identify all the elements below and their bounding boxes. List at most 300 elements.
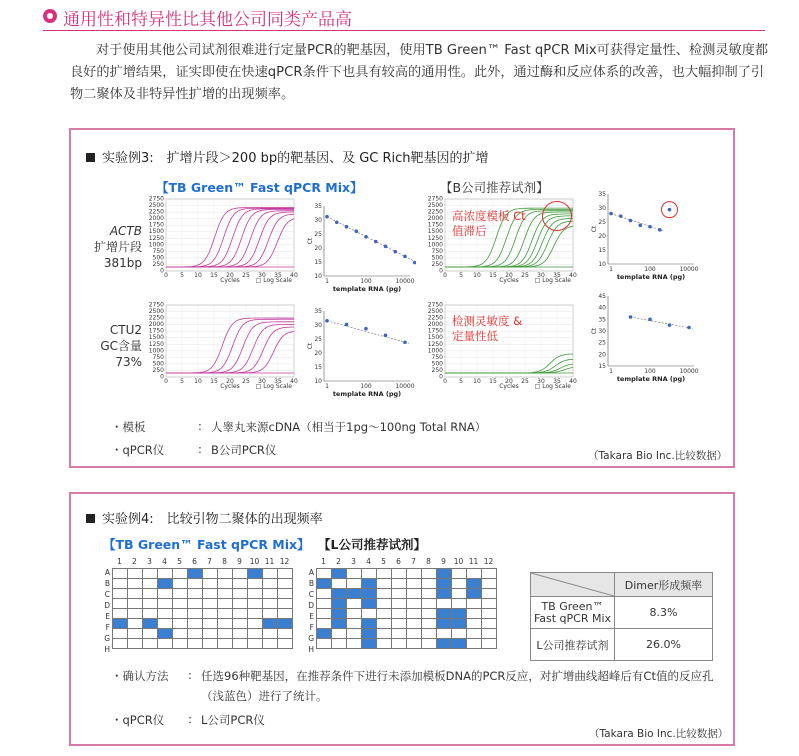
plate-well [392,589,407,599]
plate-well [233,639,248,649]
x-tick-label: 40 [569,378,577,385]
std-curve-point [413,261,416,265]
x-tick-label: 20 [226,378,234,385]
std-curve-point [374,240,378,244]
plate-l-row-letters [304,567,314,655]
plate-well [377,619,392,629]
plate-well [158,599,173,609]
x-tick-label: 0 [164,272,168,279]
row-label-actb: ACTB 扩增片段 381bp [93,224,142,270]
x-tick-label: 10000 [679,368,699,375]
plate-well [113,569,128,579]
fit-line [327,321,409,344]
y-tick-label: 1000 [427,241,443,249]
x-tick-label: 10000 [679,266,699,273]
intro-paragraph: 对于使用其他公司试剂很难进行定量PCR的靶基因，使用TB Green™ Fast qPCR Mix可获得定量性、检测灵敏度都良好的扩增结果，证实即使在快速qPCR条件下也具有较高的通用性。此外，通过酶和反应体系的改善，也大幅抑制了引物二聚体及非特异性扩增的出现频率。 [70,43,769,102]
plate-well [248,629,263,639]
std-curve-point [354,229,358,233]
plate-well [392,599,407,609]
plate-well [113,629,128,639]
exp3-source: （Takara Bio Inc.比较数据） [588,450,728,462]
y-tick-label: 500 [152,254,164,262]
plate-well [128,599,143,609]
y-tick-label: 40 [598,304,606,312]
plate-well [452,599,467,609]
plate-well-dimer [332,589,347,599]
y-tick-label: 25 [314,231,322,238]
plate-well-dimer [113,619,128,629]
plate-row [113,589,293,599]
plate-well [113,579,128,589]
y-tick-label: 1000 [427,347,443,355]
plate-row [317,569,497,579]
plate-well [422,579,437,589]
plate-well [482,639,497,649]
plate-well [113,599,128,609]
std-curve-point [335,220,339,224]
plate-row [113,609,293,619]
plate-well [377,599,392,609]
plate-col-number: 5 [381,557,386,566]
plate-well-dimer [188,569,203,579]
y-tick-label: 2500 [148,202,164,210]
x-tick-label: 15 [489,378,497,385]
plate-well [422,619,437,629]
legend-log-scale: □ Log Scale [255,277,292,284]
plate-well [203,569,218,579]
plate-col-number: 3 [351,557,356,566]
plate-well-dimer [332,619,347,629]
plate-well [347,629,362,639]
x-tick-label: 40 [290,272,298,279]
plate-well [248,599,263,609]
plate-well-dimer [278,619,293,629]
std-curve-point [384,245,388,249]
y-tick-label: 250 [431,260,443,268]
exp4-note-method-cont: （浅蓝色）进行了统计。 [201,689,328,703]
plate-well [407,569,422,579]
plate-well [158,639,173,649]
tb-green-column-label: 【TB Green™ Fast qPCR Mix】 [156,180,363,195]
table-row-l-value: 26.0% [615,629,713,661]
x-tick-label: 25 [242,272,250,279]
experiment-3-title: 实验例3: 扩增片段＞200 bp的靶基因、及 GC Rich靶基因的扩增 [86,147,489,166]
x-tick-label: 1 [609,368,613,375]
std-curve-point [345,225,349,229]
std-curve-point [619,214,623,218]
plate-well [173,629,188,639]
legend-log-scale: □ Log Scale [534,277,571,284]
plate-well-dimer [452,619,467,629]
x-tick-label: 10 [194,378,202,385]
y-tick-label: 2250 [148,208,164,216]
experiment-4-title: 实验例4: 比较引物二聚体的出现频率 [86,508,323,527]
legend-log-scale: □ Log Scale [255,383,292,390]
plate-well [188,629,203,639]
x-tick-label: 25 [242,378,250,385]
plate-well [482,609,497,619]
y-tick-label: 1500 [148,334,164,342]
plate-well-dimer [248,569,263,579]
y-tick-label: 20 [598,351,606,359]
x-tick-label: 30 [258,272,266,279]
plate-well [143,569,158,579]
plate-well [233,569,248,579]
plate-well [437,629,452,639]
x-tick-label: 35 [553,378,561,385]
plate-well [317,639,332,649]
plate-well [467,609,482,619]
plate-well [203,639,218,649]
x-axis-title: Cycles [220,383,240,390]
plate-row-letter: H [308,645,314,654]
plate-well [248,609,263,619]
x-tick-label: 15 [489,272,497,279]
plate-well [248,639,263,649]
plate-well [188,639,203,649]
plate-row-letter: A [104,568,110,577]
x-tick-label: 1 [325,278,329,285]
y-tick-label: 30 [314,217,322,224]
y-tick-label: 1500 [148,228,164,236]
l-company-plate-label: 【L公司推荐试剂】 [318,537,426,552]
plate-well [452,589,467,599]
plate-well-dimer [362,639,377,649]
plate-well [278,569,293,579]
plate-well [218,609,233,619]
plate-well [128,629,143,639]
plate-well [188,609,203,619]
plate-well [203,619,218,629]
plate-well-dimer [332,569,347,579]
plate-well [263,599,278,609]
plate-well-dimer [362,599,377,609]
y-tick-label: 1250 [148,340,164,348]
plate-row-letter: C [308,590,314,599]
std-curve-point [325,215,329,219]
plate-well [173,589,188,599]
x-tick-label: 30 [537,378,545,385]
plate-well-dimer [362,579,377,589]
plate-well [113,639,128,649]
std-curve-point [364,235,368,239]
y-tick-label: 0 [160,267,164,275]
y-tick-label: 15 [598,363,606,370]
plate-well [422,599,437,609]
std-curve-b-actb [590,188,702,284]
y-tick-label: 250 [152,260,164,268]
y-tick-label: 0 [439,373,443,381]
plate-well-dimer [467,589,482,599]
table-corner-cell [531,573,615,597]
plate-well [407,619,422,629]
plate-col-number: 10 [453,557,464,566]
plate-col-number: 12 [483,557,494,566]
plate-well [362,609,377,619]
plate-well [392,569,407,579]
plate-well [422,639,437,649]
y-tick-label: 25 [598,339,606,347]
square-bullet-icon [86,514,95,523]
y-tick-label: 1000 [148,347,164,355]
x-tick-label: 10 [473,272,481,279]
plate-well [143,629,158,639]
x-tick-label: 100 [360,383,372,390]
plate-row [317,599,497,609]
x-axis-title: template RNA (pg) [616,273,686,281]
x-axis-title: Cycles [499,277,519,284]
y-tick-label: 15 [314,364,322,371]
plate-col-number: 1 [117,557,122,566]
x-tick-label: 5 [459,378,463,385]
plate-row-letter: D [104,601,110,610]
plate-row [317,639,497,649]
plate-well [362,569,377,579]
x-tick-label: 20 [505,378,513,385]
std-curve-point [629,219,633,223]
amp-plot-tb-ctu2 [148,301,298,393]
plate-well [128,639,143,649]
plate-well [377,579,392,589]
x-tick-label: 100 [360,278,372,285]
x-tick-label: 30 [537,272,545,279]
y-tick-label: 20 [314,245,322,252]
plate-well-dimer [317,579,332,589]
plate-well [188,579,203,589]
y-tick-label: 35 [598,316,606,324]
plate-row [113,619,293,629]
std-curve-point [638,224,642,228]
plate-well [407,639,422,649]
plate-well [188,619,203,629]
plate-col-number: 8 [426,557,431,566]
exp4-note-method: ・确认方法 : 任选96种靶基因，在推荐条件下进行未添加模板DNA的PCR反应，对扩增曲线超峰后有Ct值的反应孔 [111,668,714,683]
plate-well [482,589,497,599]
plate-well [113,589,128,599]
plate-well [482,629,497,639]
x-tick-label: 40 [569,272,577,279]
x-tick-label: 35 [274,272,282,279]
x-tick-label: 30 [258,378,266,385]
x-axis-title: Cycles [499,383,519,390]
std-curve-point [384,334,388,338]
plate-row [317,619,497,629]
plate-well [188,589,203,599]
plate-well-dimer [143,619,158,629]
plate-well [233,599,248,609]
y-tick-label: 2250 [427,314,443,322]
y-tick-label: 15 [598,247,606,254]
exp3-note-template: ・模板 : 人睾丸来源cDNA（相当于1pg～100ng Total RNA） [111,419,487,434]
x-tick-label: 25 [521,272,529,279]
plate-well [233,629,248,639]
plate-well [218,619,233,629]
plate-well [347,619,362,629]
table-row-l-name: L公司推荐试剂 [531,629,615,661]
plate-l-col-numbers [316,557,496,566]
plate-well [143,589,158,599]
plate-well [143,599,158,609]
y-tick-label: 2750 [148,195,164,203]
plate-well-dimer [437,609,452,619]
y-tick-label: 35 [598,191,606,198]
y-tick-label: 2750 [427,301,443,309]
std-curve-point [668,323,672,327]
plate-well [452,629,467,639]
plate-col-number: 6 [396,557,401,566]
plate-well [392,639,407,649]
plate-col-number: 5 [177,557,182,566]
plate-row-letter: C [104,590,110,599]
square-bullet-icon [86,153,95,162]
x-axis-title: template RNA (pg) [332,285,402,293]
std-curve-point [403,255,407,259]
plate-well [467,639,482,649]
y-tick-label: 10 [598,261,606,268]
plate-col-number: 2 [336,557,341,566]
plate-well [422,589,437,599]
x-axis-title: template RNA (pg) [616,375,686,383]
plate-well [452,569,467,579]
y-tick-label: 30 [598,205,606,212]
plate-well-dimer [437,619,452,629]
y-tick-label: 2250 [148,314,164,322]
std-curve-point [629,315,633,319]
std-curve-point [393,250,397,254]
plate-well [422,629,437,639]
y-tick-label: 750 [152,353,164,361]
plate-well [203,599,218,609]
plate-well-dimer [332,599,347,609]
plate-well [332,579,347,589]
plate-well [263,589,278,599]
plate-well [203,609,218,619]
y-tick-label: 25 [314,336,322,343]
plate-tb-col-numbers [112,557,292,566]
y-tick-label: 2750 [427,195,443,203]
plate-well [173,619,188,629]
plate-well [407,589,422,599]
plate-well [377,629,392,639]
dimer-frequency-table [530,572,713,661]
plate-row [317,589,497,599]
plate-col-number: 7 [207,557,212,566]
x-axis-title: Cycles [220,277,240,284]
plate-well [203,629,218,639]
plate-well [143,609,158,619]
y-tick-label: 750 [152,247,164,255]
y-tick-label: 35 [314,308,322,315]
plate-row [317,609,497,619]
std-curve-b-ctu2 [590,290,702,386]
y-tick-label: 35 [314,203,322,210]
std-curve-point [345,323,349,327]
plate-well [203,579,218,589]
plate-well-dimer [362,589,377,599]
plate-well [143,579,158,589]
plate-well [392,629,407,639]
x-tick-label: 40 [290,378,298,385]
plate-well [158,609,173,619]
y-axis-title: Ct [307,237,314,245]
amp-plot-tb-actb [148,195,298,287]
x-tick-label: 5 [180,378,184,385]
plate-well [203,589,218,599]
plate-well [347,599,362,609]
plate-well [128,579,143,589]
plate-well [347,579,362,589]
plate-well [278,609,293,619]
std-curve-point [364,327,368,331]
x-tick-label: 20 [505,272,513,279]
y-axis-title: Ct [307,342,314,350]
y-tick-label: 750 [431,247,443,255]
y-tick-label: 2000 [427,321,443,329]
y-tick-label: 10 [314,378,322,385]
x-tick-label: 100 [644,266,656,273]
y-tick-label: 45 [598,293,606,300]
x-axis-title: template RNA (pg) [332,390,402,398]
plate-col-number: 2 [132,557,137,566]
plate-well [422,569,437,579]
plate-row [113,569,293,579]
plate-well [392,609,407,619]
plate-well-dimer [158,629,173,639]
y-tick-label: 1500 [427,228,443,236]
plate-tb-row-letters [100,567,110,655]
x-tick-label: 10000 [395,383,415,390]
plate-col-number: 11 [264,557,275,566]
x-tick-label: 100 [644,368,656,375]
fit-line [631,317,694,329]
plate-well [233,589,248,599]
std-curve-point [668,208,672,212]
exp4-source: （Takara Bio Inc.比较数据） [589,728,729,740]
plate-l-company [316,568,497,649]
plate-well [467,629,482,639]
plate-well [158,589,173,599]
plate-well [278,629,293,639]
y-tick-label: 1000 [148,241,164,249]
y-tick-label: 2500 [148,308,164,316]
plate-col-number: 12 [279,557,290,566]
plate-well-dimer [437,639,452,649]
b-company-column-label: 【B公司推荐试剂】 [440,180,549,195]
plate-row [113,579,293,589]
plate-well [218,589,233,599]
plate-well [407,609,422,619]
plate-well [467,569,482,579]
std-curve-point [403,341,407,345]
plate-well [263,579,278,589]
plate-well [377,589,392,599]
plate-well [482,579,497,589]
x-tick-label: 1 [325,383,329,390]
std-curve-point [648,318,652,322]
plate-col-number: 7 [411,557,416,566]
y-tick-label: 2000 [148,321,164,329]
plate-col-number: 9 [441,557,446,566]
plate-well [317,619,332,629]
y-tick-label: 250 [431,366,443,374]
plate-row [317,629,497,639]
plate-row-letter: F [309,623,314,632]
x-tick-label: 35 [274,378,282,385]
x-tick-label: 25 [521,378,529,385]
plate-well [158,619,173,629]
plate-well-dimer [347,589,362,599]
plate-col-number: 4 [366,557,371,566]
